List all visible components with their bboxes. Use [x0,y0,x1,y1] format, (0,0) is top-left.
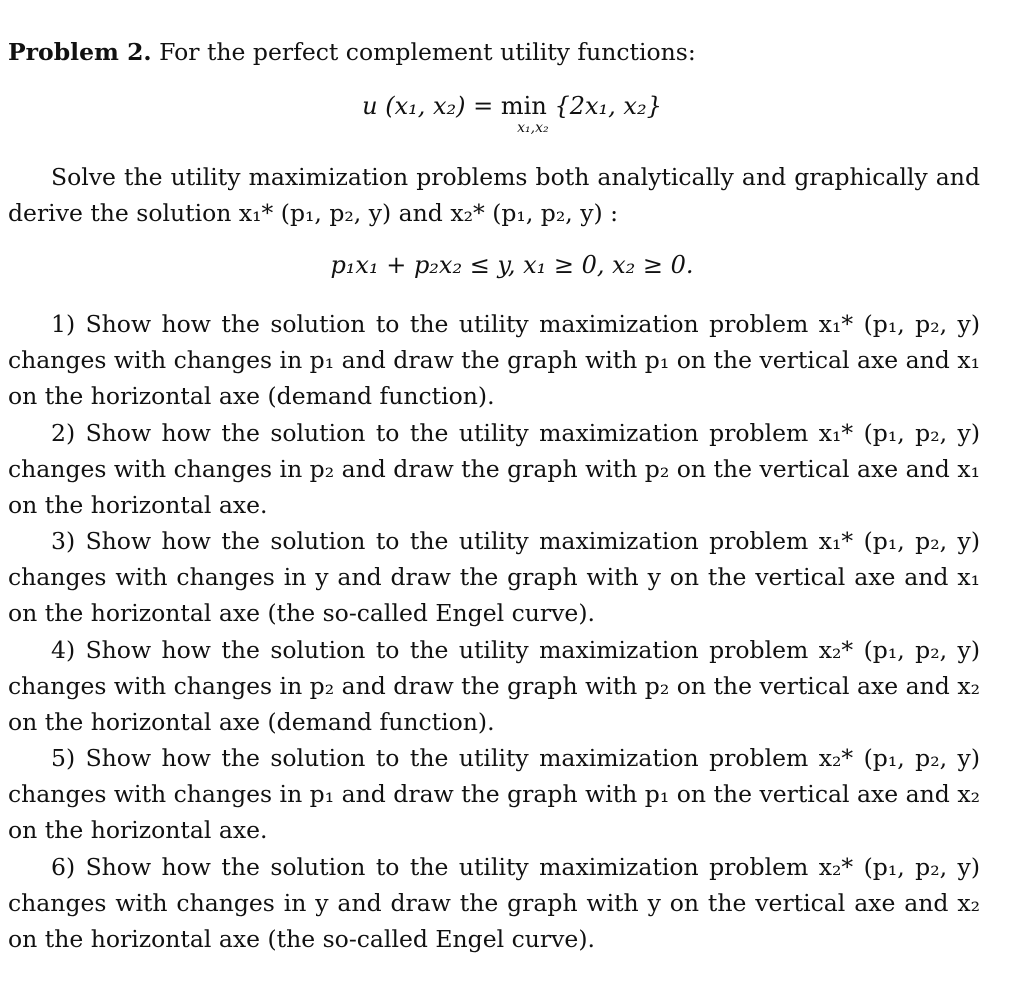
question-item-5: 5) Show how the solution to the utility maximization problem x₂* (p₁, p₂, y) changes with changes in p₁ and draw the graph with p₁ on the vertical axe and x₂ on the horizontal axe. [8,744,980,844]
utility-min-operator: min [500,92,547,120]
question-item-6: 6) Show how the solution to the utility maximization problem x₂* (p₁, p₂, y) changes with changes in y and draw the graph with y on the vertical axe and x₂ on the horizontal axe (the so-called Engel curve). [8,853,980,953]
question-item-2: 2) Show how the solution to the utility maximization problem x₁* (p₁, p₂, y) changes with changes in p₂ and draw the graph with p₂ on the vertical axe and x₁ on the horizontal axe. [8,419,980,519]
budget-constraint: p₁x₁ + p₂x₂ ≤ y, x₁ ≥ 0, x₂ ≥ 0. [330,251,694,279]
problem-label: Problem 2. [8,38,152,66]
question-item-1: 1) Show how the solution to the utility maximization problem x₁* (p₁, p₂, y) changes with changes in p₁ and draw the graph with p₁ on the vertical axe and x₁ on the horizontal axe (demand function). [8,310,980,410]
utility-lhs: u (x₁, x₂) = [362,92,494,120]
question-item-4: 4) Show how the solution to the utility maximization problem x₂* (p₁, p₂, y) changes with changes in p₂ and draw the graph with p₂ on the vertical axe and x₂ on the horizontal axe (demand function). [8,636,980,736]
solve-instruction: Solve the utility maximization problems both analytically and graphically and derive the solution x₁* (p₁, p₂, y) and x₂* (p₁, p₂, y) : [8,163,980,227]
utility-equation [0,92,1024,142]
problem-heading [8,34,980,70]
question-item-3: 3) Show how the solution to the utility maximization problem x₁* (p₁, p₂, y) changes with changes in y and draw the graph with y on the vertical axe and x₁ on the horizontal axe (the so-called Engel curve). [8,527,980,627]
utility-rhs: {2x₁, x₂} [554,92,662,120]
problem-intro: For the perfect complement utility functions: [159,38,696,66]
utility-min-subscript: x₁,x₂ [517,120,549,136]
